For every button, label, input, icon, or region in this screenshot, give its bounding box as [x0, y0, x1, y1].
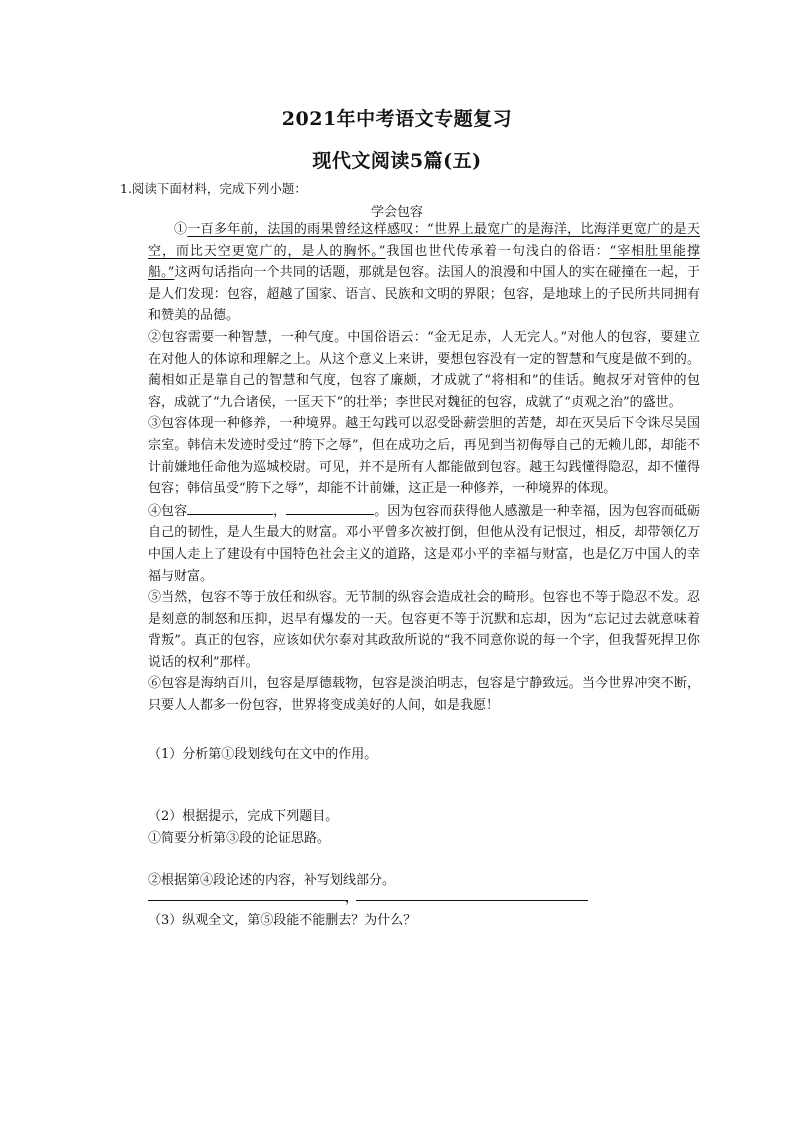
- question-3: （3）纵观全文，第⑤段能不能删去？为什么？: [148, 913, 417, 928]
- article-body: [148, 219, 700, 717]
- paragraph-6: ⑥包容是海纳百川，包容是厚德载物，包容是淡泊明志，包容是宁静致远。当今世界冲突不断，只要人人都多一份包容，世界将变成美好的人间，如是我愿！: [148, 676, 700, 714]
- paragraph-1: [148, 219, 700, 327]
- fill-blank-2[interactable]: [286, 500, 374, 515]
- paragraph-4-start: ④包容: [148, 503, 188, 519]
- paragraph-1-number: ①: [174, 222, 188, 237]
- answer-line-1[interactable]: [148, 900, 348, 901]
- underlined-sentence: 一百多年前，法国的雨果曾经这样感叹：“世界上最宽广的是海洋，比海洋更宽广的是天空，而比天空更宽广的，是人的胸怀。”: [148, 222, 700, 259]
- question-intro: 1.阅读下面材料，完成下列小题：: [120, 181, 307, 196]
- underlined-proverb: “宰相肚里能撑船。”: [148, 243, 700, 281]
- question-2-part-1: ①简要分析第③段的论证思路。: [148, 831, 331, 846]
- paragraph-2: ②包容需要一种智慧，一种气度。中国俗语云：“金无足赤，人无完人。”对他人的包容，要建立在对他人的体谅和理解之上。从这个意义上来讲，要想包容没有一定的智慧和气度是做不到的。蔺相如正是靠自己的智慧和气度，包容了廉颇，才成就了“将相和”的佳话。鲍叔牙对管仲的包容，成就了“九合诸侯，一匡天下”的壮举；李世民对魏征的包容，成就了“贞观之治”的盛世。: [148, 329, 700, 410]
- paragraph-4: [148, 500, 700, 587]
- answer-comma: ，: [345, 891, 359, 906]
- paragraph-4-rest: 。因为包容而获得他人感激是一种幸福，因为包容而砥砺自己的韧性，是人生最大的财富。邓小平曾多次被打倒，但他从没有记恨过，相反，却带领亿万中国人走上了建设有中国特色社会主义的道路，这是邓小平的幸福与财富，也是亿万中国人的幸福与财富。: [148, 503, 700, 584]
- document-subtitle: 现代文阅读5篇(五): [312, 150, 482, 172]
- fill-blank-1[interactable]: [187, 500, 273, 515]
- paragraph-3: ③包容体现一种修养，一种境界。越王勾践可以忍受卧薪尝胆的苦楚，却在灭吴后下令诛尽吴国宗室。韩信未发迹时受过“胯下之辱”，但在成功之后，再见到当初侮辱自己的无赖儿郎，却能不计前嫌地任命他为巡城校尉。可见，并不是所有人都能做到包容。越王勾践懂得隐忍，却不懂得包容；韩信虽受“胯下之辱”，却能不计前嫌，这正是一种修养，一种境界的体现。: [148, 416, 700, 497]
- question-2-part-2: ②根据第④段论述的内容，补写划线部分。: [148, 873, 396, 888]
- answer-line-2[interactable]: [356, 900, 588, 901]
- document-title: 2021年中考语文专题复习: [281, 108, 513, 130]
- article-title: 学会包容: [370, 205, 423, 220]
- paragraph-1-mid: 我国也世代传承着一句浅白的俗语：: [385, 243, 610, 259]
- paragraph-4-comma: ，: [273, 503, 287, 519]
- question-1: （1）分析第①段划线句在文中的作用。: [148, 747, 378, 762]
- paragraph-5: ⑤当然，包容不等于放任和纵容。无节制的纵容会造成社会的畸形。包容也不等于隐忍不发。忍是刻意的制怒和压抑，迟早有爆发的一天。包容更不等于沉默和忘却，因为“忘记过去就意味着背叛”。真正的包容，应该如伏尔泰对其政敌所说的“我不同意你说的每一个字，但我誓死捍卫你说话的权利”那样。: [148, 590, 700, 670]
- question-2: （2）根据提示，完成下列题目。: [148, 809, 339, 824]
- paragraph-1-rest: 这两句话指向一个共同的话题，那就是包容。法国人的浪漫和中国人的实在碰撞在一起，于是人们发现：包容，超越了国家、语言、民族和文明的界限；包容，是地球上的子民所共同拥有和赞美的品德。: [148, 265, 700, 324]
